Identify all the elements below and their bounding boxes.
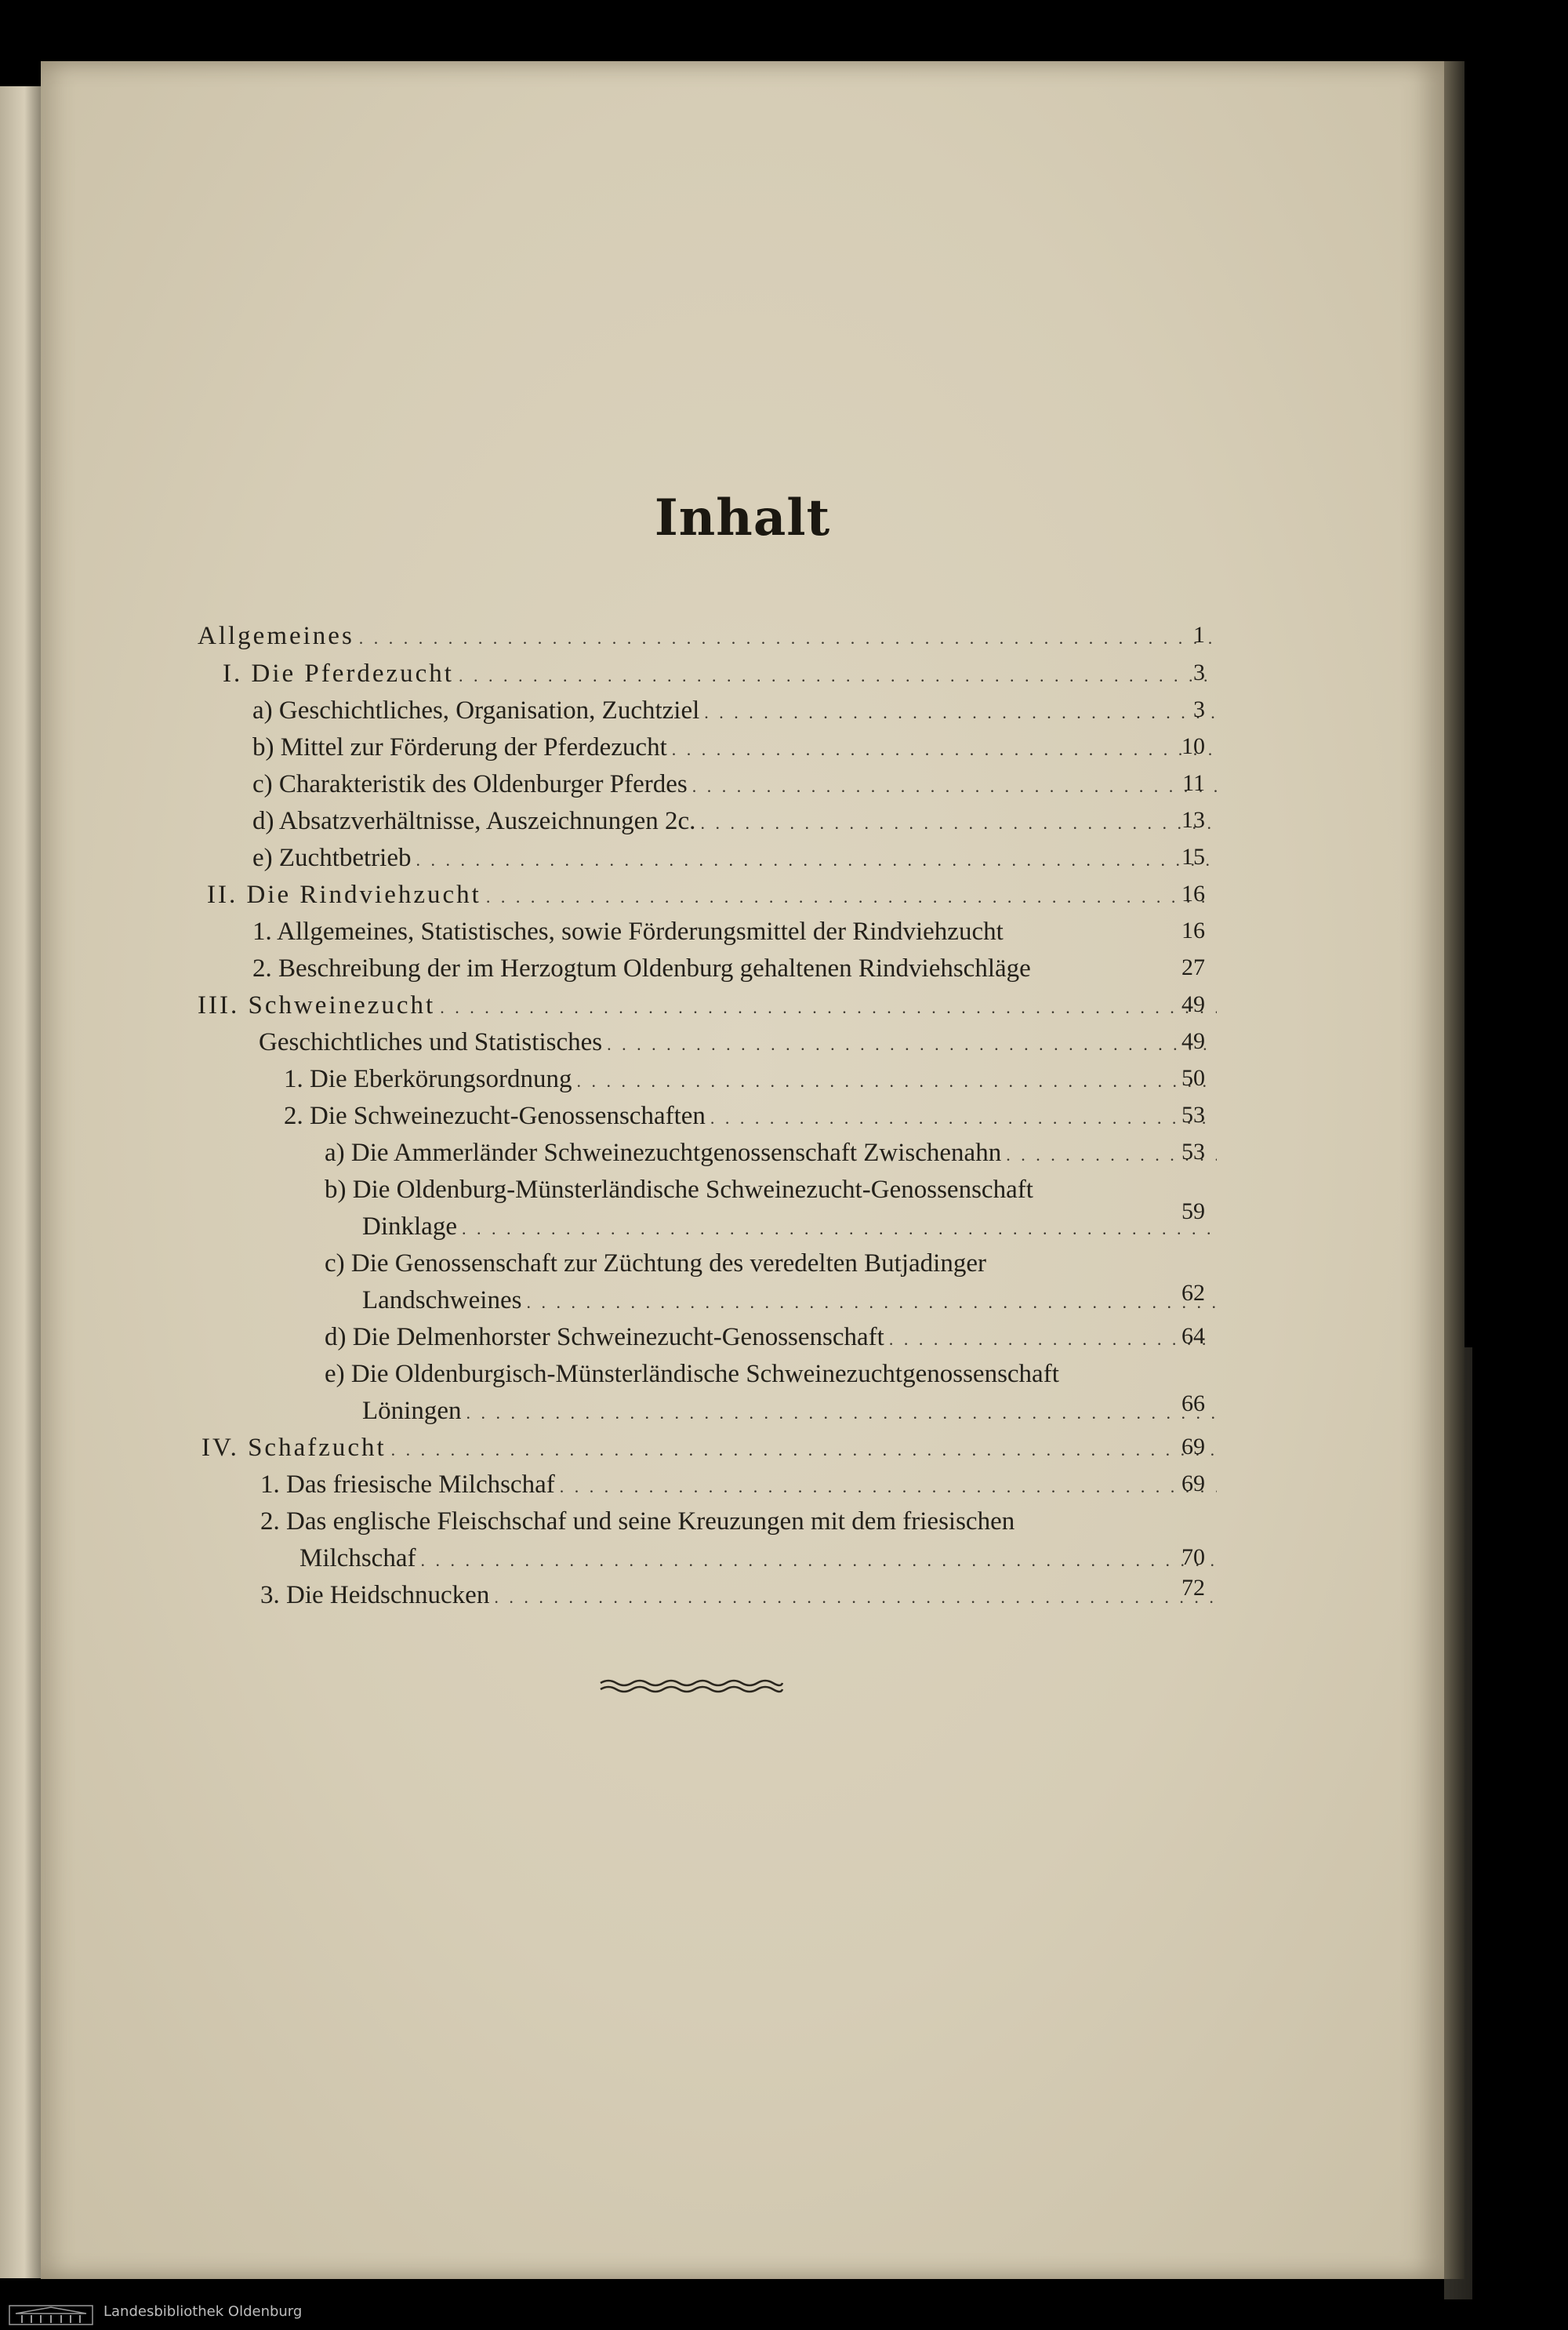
toc-entry-schwein-geschichtliches: [259, 1028, 1217, 1057]
toc-entry-landschweines: [362, 1280, 1217, 1315]
toc-entry-absatzverhaeltnisse: [252, 807, 1217, 836]
dot-leader: [560, 1477, 1217, 1497]
toc-entry-delmenhorster: [325, 1323, 1217, 1352]
dot-leader: [577, 1071, 1217, 1092]
toc-entry-schweinezucht: [198, 991, 1217, 1020]
toc-entry-page: 3: [1193, 660, 1205, 685]
toc-entry-page: 69: [1181, 1470, 1205, 1496]
toc-entry-label: 2. Die Schweinezucht-Genossenschaften: [284, 1102, 706, 1130]
dot-leader: [710, 1108, 1217, 1129]
toc-entry-page: 27: [1181, 954, 1205, 980]
toc-entry-allgemeines: [198, 622, 1217, 651]
toc-entry-label: 1. Die Eberkörungsordnung: [284, 1065, 572, 1093]
dot-leader: [420, 1550, 1217, 1571]
toc-entry-label: 1. Allgemeines, Statistisches, sowie Förderungsmittel der Rindviehzucht: [252, 918, 1004, 946]
toc-entry-page: 1: [1193, 622, 1205, 648]
toc-entry-page: 53: [1181, 1102, 1205, 1128]
toc-entry-butjadinger-line1: c) Die Genossenschaft zur Züchtung des veredelten Butjadinger: [325, 1249, 986, 1278]
toc-entry-rind-beschreibung: [252, 954, 1217, 983]
toc-entry-oldenburg-muensterland-line1: b) Die Oldenburg-Münsterländische Schweinezucht-Genossenschaft: [325, 1176, 1033, 1204]
toc-entry-rindviehzucht: [207, 881, 1217, 910]
toc-entry-page: 64: [1181, 1323, 1205, 1349]
dot-leader: [416, 850, 1217, 871]
toc-entry-page: 10: [1181, 733, 1205, 759]
toc-entry-schafzucht: [201, 1434, 1217, 1463]
toc-entry-label: Dinklage: [362, 1212, 457, 1241]
dot-leader: [672, 740, 1217, 760]
toc-entry-label: a) Die Ammerländer Schweinezuchtgenossenschaft Zwischenahn: [325, 1139, 1002, 1167]
toc-entry-ammerlaender: [325, 1139, 1217, 1168]
toc-entry-label: 1. Das friesische Milchschaf: [260, 1470, 555, 1499]
toc-entry-page: 72: [1181, 1575, 1205, 1601]
dot-leader: [692, 776, 1217, 797]
toc-entry-label: b) Mittel zur Förderung der Pferdezucht: [252, 733, 667, 762]
book-edge: [1444, 61, 1465, 2279]
toc-entry-page: 3: [1193, 696, 1205, 722]
toc-entry-label: e) Zuchtbetrieb: [252, 844, 412, 872]
toc-entry-mittel: [252, 733, 1217, 762]
previous-page-edge: [0, 86, 41, 2278]
toc-entry-rind-allgemeines: [252, 918, 1217, 947]
library-name: Landesbibliothek Oldenburg: [103, 2303, 303, 2320]
toc-entry-friesisches-milchschaf: [260, 1470, 1217, 1499]
toc-entry-label: IV. Schafzucht: [201, 1434, 387, 1462]
toc-entry-genossenschaften: [284, 1102, 1217, 1131]
toc-entry-pferdezucht: [223, 660, 1217, 689]
toc-entry-label: Löningen: [362, 1397, 462, 1425]
toc-entry-label: a) Geschichtliches, Organisation, Zuchtziel: [252, 696, 700, 725]
dot-leader: [494, 1587, 1217, 1608]
dot-leader: [459, 666, 1217, 686]
toc-entry-page: 50: [1181, 1065, 1205, 1091]
toc-entry-geschichtliches: [252, 696, 1217, 725]
toc-entry-zuchtbetrieb: [252, 844, 1217, 873]
toc-entry-dinklage: [362, 1198, 1217, 1241]
toc-entry-milchschaf: [299, 1544, 1217, 1573]
toc-entry-fleischschaf-line1: 2. Das englische Fleischschaf und seine Kreuzungen mit dem friesischen: [260, 1507, 1015, 1536]
toc-entry-page: 49: [1181, 991, 1205, 1017]
toc-entry-label: 2. Beschreibung der im Herzogtum Oldenburg gehaltenen Rindviehschläge: [252, 954, 1031, 983]
toc-entry-page: 11: [1182, 770, 1205, 796]
dot-leader: [704, 703, 1217, 723]
toc-entry-page: 70: [1181, 1544, 1205, 1570]
toc-entry-page: 16: [1181, 881, 1205, 907]
toc-entry-label: 3. Die Heidschnucken: [260, 1581, 490, 1609]
toc-entry-label: Allgemeines: [198, 622, 354, 650]
toc-entry-loeningen-line1: e) Die Oldenburgisch-Münsterländische Schweinezuchtgenossenschaft: [325, 1360, 1059, 1388]
book-page: [41, 61, 1444, 2279]
toc-entry-page: 62: [1181, 1280, 1205, 1306]
toc-entry-loeningen: [362, 1390, 1217, 1426]
toc-entry-heidschnucken: [260, 1575, 1217, 1610]
toc-entry-label: c) Charakteristik des Oldenburger Pferdes: [252, 770, 688, 798]
dot-leader: [700, 813, 1217, 834]
toc-entry-eberkoerungsordnung: [284, 1065, 1217, 1094]
toc-entry-page: 49: [1181, 1028, 1205, 1054]
toc-entry-label: Landschweines: [362, 1286, 522, 1314]
dot-leader: [466, 1403, 1217, 1423]
toc-entry-page: 66: [1181, 1390, 1205, 1416]
toc-entry-label: II. Die Rindviehzucht: [207, 881, 481, 909]
toc-entry-label: Milchschaf: [299, 1544, 416, 1572]
toc-entry-label: Geschichtliches und Statistisches: [259, 1028, 603, 1056]
dot-leader: [462, 1219, 1217, 1239]
toc-entry-page: 69: [1181, 1434, 1205, 1459]
library-building-icon: [8, 2303, 94, 2326]
toc-entry-label: d) Absatzverhältnisse, Auszeichnungen 2c.: [252, 807, 696, 835]
dot-leader: [359, 628, 1217, 649]
page-title: Inhalt: [654, 489, 831, 547]
dot-leader: [607, 1034, 1217, 1055]
dot-leader: [486, 887, 1217, 907]
dot-leader: [440, 998, 1217, 1018]
toc-entry-page: 15: [1181, 844, 1205, 870]
toc-entry-page: 16: [1181, 918, 1205, 943]
toc-entry-page: 53: [1181, 1139, 1205, 1165]
toc-entry-page: 13: [1181, 807, 1205, 833]
toc-entry-label: III. Schweinezucht: [198, 991, 436, 1020]
wave-ornament: [599, 1677, 784, 1696]
dot-leader: [391, 1440, 1217, 1460]
toc-entry-page: 59: [1181, 1198, 1205, 1224]
toc-entry-label: d) Die Delmenhorster Schweinezucht-Genossenschaft: [325, 1323, 884, 1351]
dot-leader: [526, 1292, 1217, 1313]
toc-entry-charakteristik: [252, 770, 1217, 799]
toc-entry-label: I. Die Pferdezucht: [223, 660, 454, 688]
